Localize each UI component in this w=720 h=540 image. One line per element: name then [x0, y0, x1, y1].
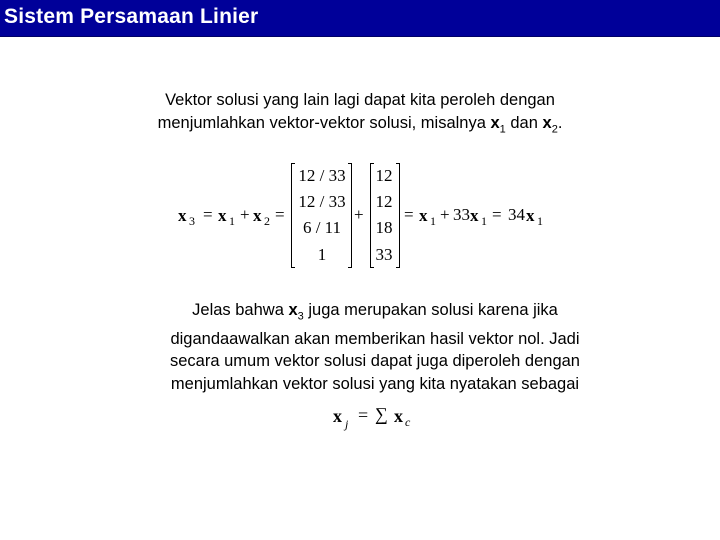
slide-title: Sistem Persamaan Linier [4, 5, 259, 28]
line1-end: juga merupakan solusi karena jika [303, 301, 558, 319]
eq1-plus-2: + [354, 205, 364, 224]
paragraph-explanation-line4: menjumlahkan vektor solusi yang kita nyatakan sebagai [170, 374, 580, 393]
line1-start: Jelas bahwa [192, 301, 289, 319]
eq1-x2-sub: 2 [264, 214, 270, 228]
eq1-lhs-x: x [178, 206, 187, 225]
paragraph-intro-text: menjumlahkan vektor-vektor solusi, misalnya [157, 113, 491, 132]
eq2-equals: = [358, 405, 369, 425]
eq1-coef-34: 34 [508, 205, 525, 224]
matrix-a-cell: 12 / 33 [298, 192, 346, 211]
vector-x1: x [490, 113, 500, 132]
vector-x2-sub: 2 [551, 122, 558, 135]
matrix-b-cell: 33 [375, 245, 393, 264]
sigma-icon: ∑ [375, 404, 388, 424]
eq1-coef-33: 33 [453, 205, 470, 224]
eq1-x1: x [218, 206, 227, 225]
vector-x2: x [542, 113, 552, 132]
matrix-b-cell: 18 [375, 218, 393, 237]
eq2-rhs-sub: c [405, 415, 411, 429]
eq1-equals-2: = [275, 205, 285, 224]
eq1-r3-x: x [526, 206, 535, 225]
eq1-plus-3: + [440, 205, 450, 224]
vector-x3-sub: 3 [297, 310, 304, 323]
vector-x3: x [288, 301, 298, 319]
eq1-equals: = [203, 205, 213, 224]
eq2-lhs-x: x [333, 406, 342, 426]
eq1-equals-3: = [404, 205, 414, 224]
eq1-r1-sub: 1 [430, 214, 436, 228]
paragraph-explanation-line3: secara umum vektor solusi dapat juga diperoleh dengan [169, 352, 580, 371]
eq1-plus: + [240, 205, 250, 224]
eq1-r3-sub: 1 [537, 214, 543, 228]
conjunction-dan: dan [505, 113, 543, 132]
matrix-b-cell: 12 [375, 166, 393, 185]
eq1-x2: x [253, 206, 262, 225]
matrix-a-cell: 1 [317, 245, 327, 264]
paragraph-intro-line1: Vektor solusi yang lain lagi dapat kita peroleh dengan [165, 91, 555, 109]
eq1-equals-4: = [492, 205, 502, 224]
matrix-b-cell: 12 [375, 192, 393, 211]
eq1-r1-x: x [419, 206, 428, 225]
eq2-rhs-x: x [394, 406, 403, 426]
matrix-a-cell: 6 / 11 [302, 218, 342, 237]
eq1-r2-sub: 1 [481, 214, 487, 228]
eq1-r2-x: x [470, 206, 479, 225]
paragraph-explanation-line2: digandaawalkan akan memberikan hasil vektor nol. Jadi [170, 329, 580, 348]
matrix-a-cell: 12 / 33 [298, 166, 346, 185]
period: . [557, 113, 563, 132]
eq1-lhs-sub: 3 [189, 214, 195, 228]
eq1-x1-sub: 1 [229, 214, 235, 228]
vector-x1-sub: 1 [499, 122, 506, 135]
eq2-lhs-sub: j [345, 417, 349, 431]
